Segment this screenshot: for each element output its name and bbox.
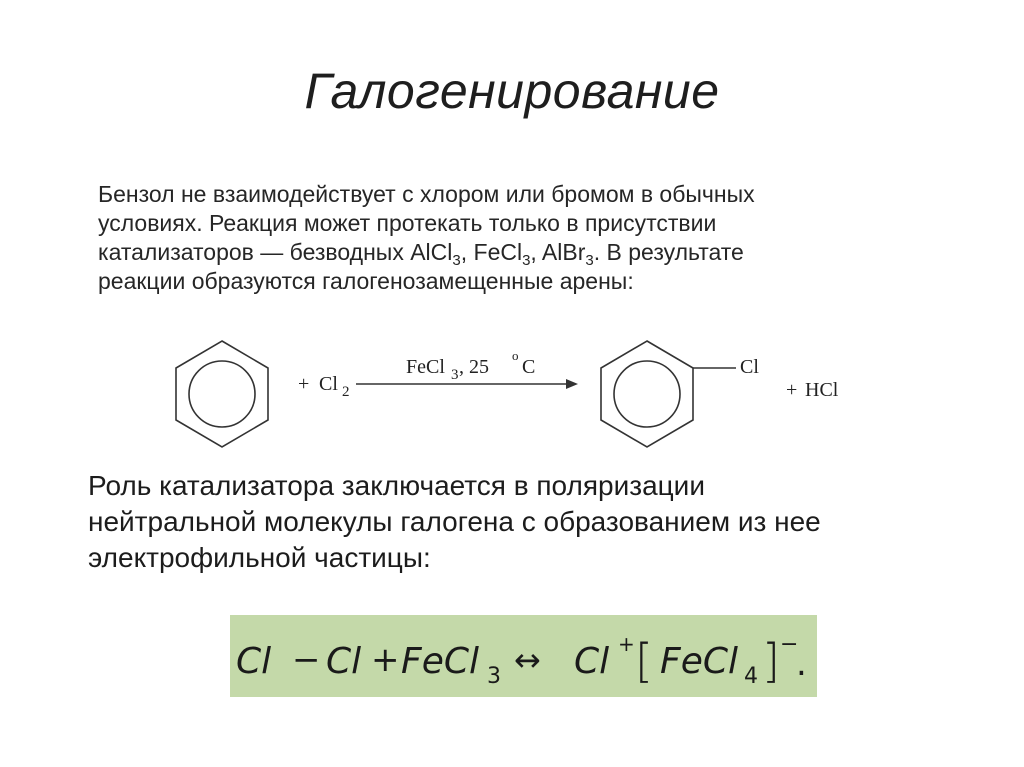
left-bracket: [	[635, 634, 653, 688]
subscript: 3	[522, 252, 531, 269]
ferric-chloride: FeCl	[401, 641, 479, 682]
intro-text: . В результате	[593, 239, 744, 265]
reagent-formula: Cl	[319, 373, 338, 395]
intro-line-2: условиях. Реакция может протекать только в присутствии	[98, 210, 717, 236]
intro-text: , AlBr	[530, 239, 586, 265]
chlorine-atom: Cl	[236, 641, 272, 682]
chlorobenzene-ring	[601, 341, 736, 447]
paragraph-line-3: электрофильной частицы:	[88, 542, 431, 573]
substituent-label: Cl	[740, 356, 759, 378]
subscript: 3	[487, 664, 501, 689]
intro-line-1: Бензол не взаимодействует с хлором или бромом в обычных	[98, 181, 755, 207]
reaction-scheme	[168, 333, 858, 458]
temperature: , 25	[459, 356, 489, 378]
equation-box	[230, 615, 817, 697]
intro-text: , FeCl	[460, 239, 523, 265]
right-bracket: ]	[762, 634, 780, 688]
reaction-arrow	[356, 379, 578, 389]
bond-dash: −	[292, 640, 321, 680]
subscript: 3	[585, 252, 594, 269]
catalyst-formula: FeCl	[406, 356, 445, 378]
plus-sign: +	[786, 379, 798, 401]
period: .	[796, 644, 807, 684]
plus-sign: +	[298, 373, 310, 395]
reagent-subscript: 2	[342, 384, 350, 400]
benzene-ring	[176, 341, 268, 447]
slide-title: Галогенирование	[304, 63, 720, 119]
chlorine-atom: Cl	[326, 641, 362, 682]
equilibrium-arrow: ↔	[514, 641, 541, 679]
plus-sign: +	[371, 640, 400, 680]
byproduct-formula: HCl	[805, 379, 839, 401]
intro-line-4: реакции образуются галогенозамещенные арены:	[98, 268, 634, 294]
paragraph-line-2: нейтральной молекулы галогена с образованием из нее	[88, 506, 821, 537]
temperature-unit: C	[522, 356, 536, 378]
intro-paragraph	[98, 180, 938, 296]
subscript: 4	[744, 664, 758, 689]
superscript-minus: −	[780, 632, 799, 657]
intro-text: катализаторов — безводных AlCl	[98, 239, 453, 265]
degree-mark: o	[512, 348, 519, 363]
catalyst-subscript: 3	[451, 367, 459, 383]
intro-line-3	[98, 238, 938, 267]
catalyst-role-paragraph	[88, 468, 948, 576]
superscript-plus: +	[618, 632, 635, 656]
tetrachloroferrate: FeCl	[660, 641, 738, 682]
subscript: 3	[452, 252, 461, 269]
chlorine-cation: Cl	[574, 641, 610, 682]
equation	[230, 615, 817, 697]
paragraph-line-1: Роль катализатора заключается в поляризации	[88, 470, 705, 501]
